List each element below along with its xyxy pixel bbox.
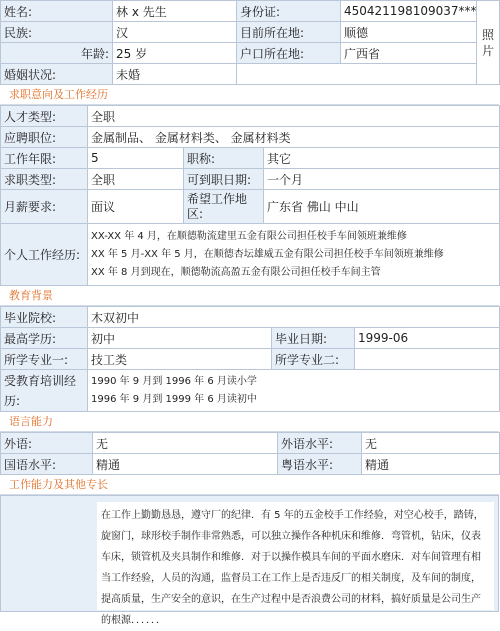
region-label: 希望工作地区: <box>184 190 264 224</box>
name-value: 林 x 先生 <box>113 1 237 22</box>
ethnic-value: 汉 <box>113 22 237 43</box>
mandarin-label: 国语水平: <box>1 454 93 475</box>
education-table <box>0 306 500 412</box>
ethnic-label: 民族: <box>1 22 113 43</box>
salary-label: 月薪要求: <box>1 190 88 224</box>
location-value: 顺德 <box>341 22 477 43</box>
region-value: 广东省 佛山 中山 <box>264 190 500 224</box>
major1-value: 技工类 <box>88 349 272 370</box>
degree-value: 初中 <box>88 328 272 349</box>
marital-value: 未婚 <box>113 64 237 85</box>
experience-list <box>88 224 500 286</box>
training-item: 1990 年 9 月到 1996 年 6 月读小学 <box>91 375 257 387</box>
title-label: 职称: <box>184 148 264 169</box>
school-value: 木双初中 <box>88 307 500 328</box>
empty-cell <box>237 64 477 85</box>
training-list <box>88 370 500 412</box>
section-job-intent: 求职意向及工作经历 <box>0 85 499 105</box>
age-value: 25 岁 <box>113 43 237 64</box>
cantonese-value: 精通 <box>362 454 500 475</box>
id-label: 身份证: <box>237 1 341 22</box>
language-table <box>0 432 500 475</box>
degree-label: 最高学历: <box>1 328 88 349</box>
position-value: 金属制品、 金属材料类、 金属材料类 <box>88 127 500 148</box>
salary-value: 面议 <box>88 190 184 224</box>
foreign-value: 无 <box>93 433 278 454</box>
position-label: 应聘职位: <box>1 127 88 148</box>
mandarin-value: 精通 <box>93 454 278 475</box>
experience-label: 个人工作经历: <box>1 224 88 286</box>
major1-label: 所学专业一: <box>1 349 88 370</box>
grad-value: 1999-06 <box>355 328 500 349</box>
job-intent-table <box>0 105 500 286</box>
marital-label: 婚姻状况: <box>1 64 113 85</box>
talent-type-value: 全职 <box>88 106 500 127</box>
section-education: 教育背景 <box>0 286 499 306</box>
section-language: 语言能力 <box>0 412 499 432</box>
training-label: 受教育培训经历: <box>1 370 88 412</box>
training-item: 1996 年 9 月到 1999 年 6 月读初中 <box>91 393 257 405</box>
hukou-value: 广西省 <box>341 43 477 64</box>
type-label: 求职类型: <box>1 169 88 190</box>
school-label: 毕业院校: <box>1 307 88 328</box>
years-label: 工作年限: <box>1 148 88 169</box>
foreign-level-value: 无 <box>362 433 500 454</box>
foreign-label: 外语: <box>1 433 93 454</box>
years-value: 5 <box>88 148 184 169</box>
age-label: 年龄: <box>1 43 113 64</box>
hukou-label: 户口所在地: <box>237 43 341 64</box>
photo-cell: 照片 <box>477 1 500 85</box>
grad-label: 毕业日期: <box>272 328 355 349</box>
experience-item: XX-XX 年 4 月，在顺德勒流建里五金有限公司担任校手车间领班兼维修 <box>91 230 407 242</box>
talent-type-label: 人才类型: <box>1 106 88 127</box>
skills-box <box>0 495 499 626</box>
name-label: 姓名: <box>1 1 113 22</box>
available-label: 可到职日期: <box>184 169 264 190</box>
experience-item: XX 年 8 月到现在，顺德勒流高盈五金有限公司担任校手车间主管 <box>91 266 381 278</box>
cantonese-label: 粤语水平: <box>278 454 362 475</box>
foreign-level-label: 外语水平: <box>278 433 362 454</box>
available-value: 一个月 <box>264 169 500 190</box>
basic-info-table <box>0 0 500 85</box>
location-label: 目前所在地: <box>237 22 341 43</box>
major2-value <box>355 349 500 370</box>
experience-item: XX 年 5 月-XX 年 5 月，在顺德杏坛雄威五金有限公司担任校手车间领班兼维修 <box>91 248 444 260</box>
skills-text: 在工作上勤勤恳恳，遵守厂的纪律．有 5 年的五金校手工作经验，对空心校手，踏铸，旋窗门，球形校手制作非常熟悉，可以独立操作各种机床和维修．弯管机，钻床，仪表车床，锁管机及夹具制作和维修．对于以操作模具车间的平面水磨床．对车间管理有相当工作经验，人员的沟通，监督员工在工作上是否违反厂的相关制度，及车间的制度，提高质量，生产安全的意识，在生产过程中是否浪费公司的材料，搞好质量是公司生产的根源．．．．．． <box>97 502 494 610</box>
section-skills: 工作能力及其他专长 <box>0 475 499 495</box>
title-value: 其它 <box>264 148 500 169</box>
type-value: 全职 <box>88 169 184 190</box>
major2-label: 所学专业二: <box>272 349 355 370</box>
id-value: 450421198109037*** <box>341 1 477 22</box>
